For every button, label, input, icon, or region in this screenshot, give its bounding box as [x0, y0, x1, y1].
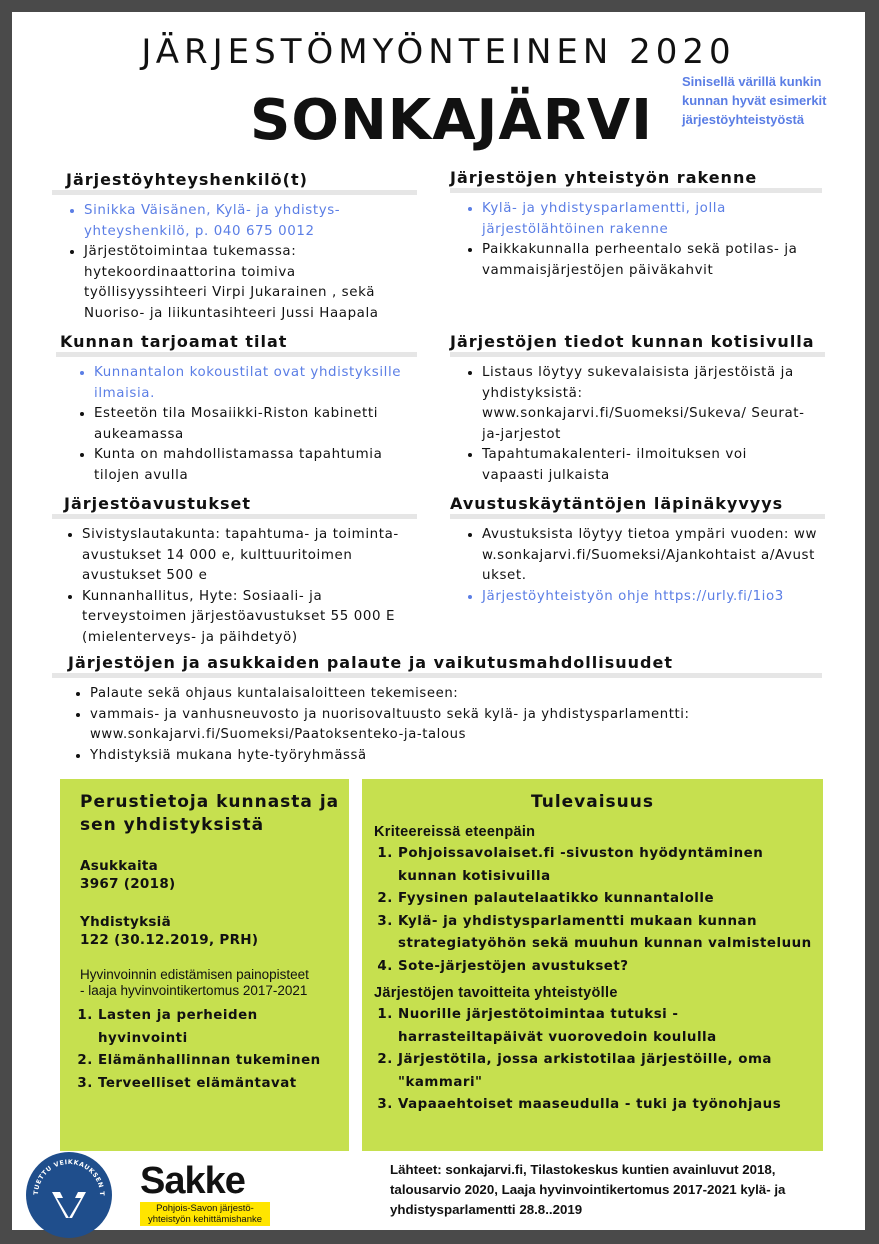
poster-page — [12, 12, 865, 1230]
list-item: 2. Elämänhallinnan tukeminen — [98, 1050, 338, 1073]
goals-title: Järjestöjen tavoitteita yhteistyölle — [374, 985, 618, 1001]
list-item: • Palaute sekä ohjaus kuntalaisaloitteen tekemiseen: — [90, 684, 822, 705]
sakke-tagline: Pohjois-Savon järjestö-yhteistyön kehittämishanke — [140, 1202, 270, 1226]
poster-kicker: JÄRJESTÖMYÖNTEINEN 2020 — [141, 32, 736, 72]
residents-label: Asukkaita — [80, 858, 159, 874]
residents-value: 3967 (2018) — [80, 876, 176, 892]
associations-label: Yhdistyksiä — [80, 914, 172, 930]
list-item: • Järjestötoimintaa tukemassa: hytekoordinaattorina toimiva työllisyyssihteeri Virpi Jukarainen , sekä Nuoriso- ja liikuntasihteeri Jussi Haapala — [84, 242, 417, 324]
list-item: 4. Sote-järjestöjen avustukset? — [398, 956, 814, 979]
list-item: • Listaus löytyy sukevalaisista järjestöistä ja yhdistyksistä: www.sonkajarvi.fi/Suomeksi/Sukeva/ Seurat-ja-jarjestot — [482, 363, 812, 445]
list-item: • Kunnantalon kokoustilat ovat yhdistyksille ilmaisia. — [94, 363, 417, 404]
section-title: Järjestöavustukset — [64, 494, 251, 513]
panel-title: Perustietoja kunnasta ja sen yhdistyksistä — [80, 792, 340, 835]
associations-value: 122 (30.12.2019, PRH) — [80, 932, 259, 948]
veikkaus-text: TUETTU VEIKKAUKSEN T — [32, 1158, 106, 1197]
list-item: • Järjestöyhteistyön ohje https://urly.fi/1io3 — [482, 587, 822, 608]
future-panel — [362, 779, 823, 1151]
list-item: • Esteetön tila Mosaiikki-Riston kabinetti aukeamassa — [94, 404, 417, 445]
list-item: • Sivistyslautakunta: tapahtuma- ja toiminta-avustukset 14 000 e, kulttuuritoimen avustukset 500 e — [82, 525, 402, 587]
list-item: 1. Lasten ja perheiden hyvinvointi — [98, 1005, 338, 1050]
section-divider — [52, 514, 417, 519]
legend-note: Sinisellä värillä kunkin kunnan hyvät esimerkit järjestöyhteistyöstä — [682, 74, 827, 127]
svg-text:TUETTU VEIKKAUKSEN TUOTOILLA — [26, 1152, 105, 1196]
list-item: 3. Vapaaehtoiset maaseudulla - tuki ja työnohjaus — [398, 1094, 814, 1117]
section-title: Järjestöjen ja asukkaiden palaute ja vaikutusmahdollisuudet — [68, 653, 673, 672]
list-item: • Kunta on mahdollistamassa tapahtumia tilojen avulla — [94, 445, 417, 486]
basics-panel — [60, 779, 349, 1151]
section-divider — [52, 673, 822, 678]
section-divider — [52, 190, 417, 195]
sakke-logo: Sakke — [140, 1160, 245, 1202]
section-title: Järjestöyhteyshenkilö(t) — [66, 170, 308, 189]
section-divider — [450, 352, 825, 357]
list-item: • Avustuksista löytyy tietoa ympäri vuoden: www.sonkajarvi.fi/Suomeksi/Ajankohtaist a/Avustukset. — [482, 525, 822, 587]
municipality-title: SONKAJÄRVI — [250, 88, 654, 153]
sources-note: Lähteet: sonkajarvi.fi, Tilastokeskus kuntien avainluvut 2018, talousarvio 2020, Laaja hyvinvointikertomus 2017-2021 kylä- ja yhdistysparlamentti 28.8..2019 — [390, 1162, 786, 1217]
section-structure — [450, 168, 822, 281]
list-item: • Kunnanhallitus, Hyte: Sosiaali- ja terveystoimen järjestöavustukset 55 000 E (mielenterveys- ja päihdetyö) — [82, 587, 402, 649]
list-item: • Sinikka Väisänen, Kylä- ja yhdistys-yhteyshenkilö, p. 040 675 0012 — [84, 201, 417, 242]
section-contacts — [52, 170, 417, 324]
section-title: Järjestöjen yhteistyön rakenne — [450, 168, 758, 187]
section-grants — [52, 494, 417, 648]
list-item: 3. Kylä- ja yhdistysparlamentti mukaan kunnan strategiatyöhön sekä muuhun kunnan valmisteluun — [398, 911, 814, 956]
section-transparency — [450, 494, 825, 607]
criteria-title: Kriteereissä eteenpäin — [374, 824, 536, 840]
list-item: • Paikkakunnalla perheentalo sekä potilas- ja vammaisjärjestöjen päiväkahvit — [482, 240, 822, 281]
section-title: Avustuskäytäntöjen läpinäkyvyys — [450, 494, 784, 513]
list-item: 3. Terveelliset elämäntavat — [98, 1073, 338, 1096]
list-item: 1. Nuorille järjestötoimintaa tutuksi - harrasteiltapäivät vuorovedoin koululla — [398, 1004, 814, 1049]
veikkaus-emblem-icon — [26, 1152, 112, 1238]
section-divider — [56, 352, 417, 357]
section-divider — [450, 188, 822, 193]
section-title: Järjestöjen tiedot kunnan kotisivulla — [450, 332, 815, 351]
section-title: Kunnan tarjoamat tilat — [60, 332, 288, 351]
list-item: 1. Pohjoissavolaiset.fi -sivuston hyödyntäminen kunnan kotisivuilla — [398, 843, 814, 888]
veikkaus-logo — [26, 1152, 112, 1238]
section-facilities — [56, 332, 417, 486]
panel-title: Tulevaisuus — [530, 792, 654, 812]
list-item: 2. Järjestötila, jossa arkistotilaa järjestöille, oma "kammari" — [398, 1049, 814, 1094]
section-feedback — [52, 653, 822, 766]
list-item: • vammais- ja vanhusneuvosto ja nuorisovaltuusto sekä kylä- ja yhdistysparlamentti: www.sonkajarvi.fi/Suomeksi/Paatoksenteko-ja-talous — [90, 705, 822, 746]
focus-intro: Hyvinvoinnin edistämisen painopisteet - laaja hyvinvointikertomus 2017-2021 — [80, 967, 309, 998]
section-divider — [450, 514, 825, 519]
list-item: 2. Fyysinen palautelaatikko kunnantalolle — [398, 888, 814, 911]
list-item: • Kylä- ja yhdistysparlamentti, jolla järjestölähtöinen rakenne — [482, 199, 822, 240]
section-website — [450, 332, 825, 486]
list-item: • Tapahtumakalenteri- ilmoituksen voi vapaasti julkaista — [482, 445, 812, 486]
list-item: • Yhdistyksiä mukana hyte-työryhmässä — [90, 746, 822, 767]
